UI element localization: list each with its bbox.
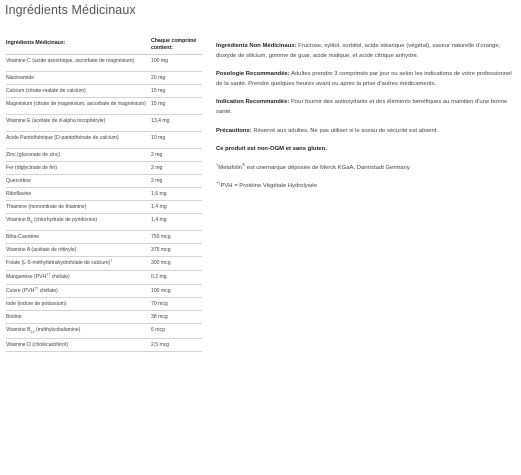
table-row bbox=[6, 149, 202, 162]
ingredient-amount: 20 mg bbox=[151, 75, 166, 82]
footnote-pvh bbox=[216, 182, 514, 192]
ingredient-amount: 2 mg bbox=[151, 164, 163, 171]
table-row bbox=[6, 115, 202, 132]
ingredient-name: Acide Pantothénique (D-pantothénate de calcium) bbox=[6, 135, 119, 142]
footnote-text: est unemarque déposée de Merck KGaA, Darmstadt Germany bbox=[245, 164, 410, 171]
ingredient-name: Thiamine (mononitrate de thiamine) bbox=[6, 203, 87, 210]
ingredient-name: Vitamine C (acide ascorbique, ascorbate de magnésium) bbox=[6, 58, 135, 64]
non-ogm-section bbox=[216, 145, 514, 155]
medicinal-ingredients-table bbox=[6, 38, 202, 352]
ingredient-amount: 38 mcg bbox=[151, 313, 168, 320]
non-medicinal-text: Fructose, xylitol, sorbitol, acide stéarique (végétal), saveur naturelle d'orange, dioxyde de silicium, gomme de guar, acide malique, et acide citrique anhydre. bbox=[216, 43, 501, 59]
table-header bbox=[6, 38, 202, 55]
ingredient-amount: 300 mcg bbox=[151, 260, 171, 267]
ingredient-amount: 1,6 mg bbox=[151, 190, 167, 197]
footnote-metafolin bbox=[216, 161, 514, 174]
ingredient-name: Niacinamide bbox=[6, 75, 35, 82]
ingredient-amount: 15 mg bbox=[151, 88, 166, 95]
ingredient-name: Manganèse (PVH†† chélate) bbox=[6, 272, 70, 281]
ingredient-amount: 1,4 mg bbox=[151, 203, 167, 210]
table-row bbox=[6, 244, 202, 257]
precautions-section bbox=[216, 127, 514, 137]
ingredient-name: Riboflavine bbox=[6, 190, 32, 197]
table-row bbox=[6, 298, 202, 311]
non-medicinal-section bbox=[216, 42, 514, 61]
table-row bbox=[6, 257, 202, 271]
ingredient-amount: 2,5 mcg bbox=[151, 341, 170, 348]
header-ingredient: Ingrédients Médicinaux: bbox=[6, 40, 66, 46]
ingredient-amount: 750 mcg bbox=[151, 234, 171, 241]
precautions-text: Réservé aux adultes. Ne pas utiliser si le sceau de sécurité est absent. bbox=[253, 127, 438, 134]
ingredient-amount: 100 mg bbox=[151, 58, 168, 64]
precautions-label: Précautions: bbox=[216, 127, 252, 134]
ingredient-name: Vitamine $B_{12}$ (méthylcobalamine) bbox=[6, 326, 81, 334]
ingredient-name: Fer (diglycinate de fer) bbox=[6, 164, 57, 171]
ingredient-name: Vitamine D (cholécalciférol) bbox=[6, 341, 68, 348]
footnote-brand: Metafolin bbox=[218, 164, 243, 171]
table-row bbox=[6, 201, 202, 214]
table-row bbox=[6, 231, 202, 244]
ingredient-amount: 6 mcg bbox=[151, 326, 165, 333]
table-row bbox=[6, 162, 202, 175]
ingredient-name: Bêta-Carotène bbox=[6, 234, 40, 241]
table-row bbox=[6, 214, 202, 231]
indication-text: Pour fournir des antioxydants et des éléments bénéfiques au maintien d'une bonne santé. bbox=[216, 99, 508, 115]
table-row bbox=[6, 339, 202, 352]
ingredient-amount: 70 mcg bbox=[151, 300, 168, 307]
footnote-mark: † bbox=[216, 161, 219, 167]
registered-mark: ® bbox=[242, 161, 246, 167]
table-row bbox=[6, 98, 202, 115]
ingredient-amount: 0,2 mg bbox=[151, 274, 167, 281]
ingredient-amount: 15 mg bbox=[151, 101, 166, 108]
ingredient-name: Folate (L-5-méthyltétrahydrofolate de calcium)† bbox=[6, 258, 113, 267]
table-row bbox=[6, 175, 202, 188]
table-row bbox=[6, 188, 202, 201]
indication-label: Indication Recommandée: bbox=[216, 99, 290, 106]
ingredient-name: Vitamine E (acétate de d-alpha tocophéryle) bbox=[6, 118, 106, 125]
footnote-mark: †† bbox=[216, 180, 221, 186]
ingredient-name: Iode (iodure de potassium) bbox=[6, 300, 67, 307]
ingredient-name: Magnésium (citrate de magnésium, ascorbate de magnésium) bbox=[6, 101, 146, 108]
non-ogm-statement: Ce produit est non-OGM et sans gluten. bbox=[216, 146, 327, 153]
ingredient-name: Vitamine A (acétate de rétinyle) bbox=[6, 247, 77, 254]
page-title: Ingrédients Médicinaux bbox=[5, 3, 136, 17]
ingredient-amount: 2 mg bbox=[151, 151, 163, 158]
indication-section bbox=[216, 98, 514, 117]
table-row bbox=[6, 324, 202, 339]
ingredient-name: Zinc (gluconate de zinc) bbox=[6, 151, 61, 158]
ingredient-name: Quercétine bbox=[6, 177, 31, 184]
table-row bbox=[6, 311, 202, 324]
ingredient-name: Vitamine $B_6$ (chlorhydrate de pyridoxine) bbox=[6, 217, 98, 225]
product-info-panel bbox=[216, 42, 514, 201]
ingredient-amount: 13,4 mg bbox=[151, 118, 170, 125]
ingredient-amount: 2 mg bbox=[151, 177, 163, 184]
table-row bbox=[6, 72, 202, 85]
header-amount: Chaque comprimé contient: bbox=[151, 38, 197, 51]
ingredient-name: Calcium (citrate-malate de calcium) bbox=[6, 88, 86, 95]
ingredient-name: Biotine bbox=[6, 313, 22, 320]
ingredient-amount: 100 mcg bbox=[151, 287, 171, 294]
table-row bbox=[6, 285, 202, 298]
dosage-label: Posologie Recommandée: bbox=[216, 71, 290, 78]
ingredient-amount: 375 mcg bbox=[151, 247, 171, 254]
footnote-text: PVH = Protéine Végétale Hydrolysée bbox=[220, 183, 318, 190]
non-medicinal-label: Ingrédients Non Médicinaux: bbox=[216, 43, 297, 49]
ingredient-amount: 1,4 mg bbox=[151, 217, 167, 224]
table-row bbox=[6, 85, 202, 98]
table-row bbox=[6, 132, 202, 148]
table-row bbox=[6, 271, 202, 284]
table-row bbox=[6, 55, 202, 72]
dosage-section bbox=[216, 70, 514, 89]
ingredient-name: Cuivre (PVH†† chélate) bbox=[6, 285, 58, 294]
ingredient-amount: 10 mg bbox=[151, 135, 166, 142]
dosage-text: Adultes prendre 3 comprimés par jour ou selon les indications de votre professionnel de la santé. Prendre quelques heures avant ou après la prise d'autres médicaments. bbox=[216, 71, 512, 87]
table-body bbox=[6, 55, 202, 352]
